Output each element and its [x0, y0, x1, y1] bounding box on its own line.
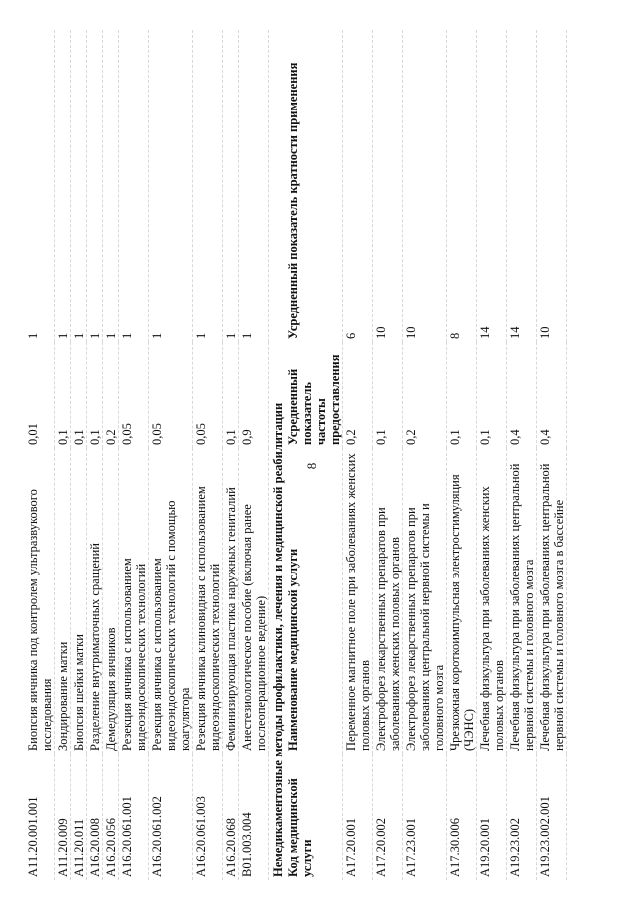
- cell-multiplicity: 10: [403, 30, 447, 342]
- cell-name: Разделение внутриматочных сращений: [87, 448, 103, 754]
- table-row: [87, 30, 103, 880]
- cell-code: A16.20.061.003: [193, 754, 223, 880]
- table-row: [149, 30, 193, 880]
- cell-name: Электрофорез лекарственных препаратов при заболеваниях женских половых органов: [373, 448, 403, 754]
- cell-frequency: 0,1: [477, 342, 507, 448]
- cell-multiplicity: 1: [87, 30, 103, 342]
- cell-code: B01.003.004: [239, 754, 269, 880]
- cell-code: A16.20.056: [103, 754, 119, 880]
- cell-multiplicity: 10: [373, 30, 403, 342]
- table-row: [55, 30, 71, 880]
- cell-name: Резекция яичника с использованием видеоэндоскопических технологий с помощью коагулятора: [149, 448, 193, 754]
- cell-name: Лечебная физкультура при заболеваниях центральной нервной системы и головного мозга: [507, 448, 537, 754]
- cell-frequency: 0,1: [223, 342, 239, 448]
- cell-name: Резекция яичника клиновидная с использованием видеоэндоскопических технологий: [193, 448, 223, 754]
- table-row: [447, 30, 477, 880]
- cell-name: Феминизирующая пластика наружных гениталий: [223, 448, 239, 754]
- cell-name: Резекция яичника с использованием видеоэндоскопических технологий: [119, 448, 149, 754]
- cell-code: A17.20.002: [373, 754, 403, 880]
- table-row: [403, 30, 447, 880]
- cell-frequency: 0,2: [403, 342, 447, 448]
- cell-multiplicity: 1: [119, 30, 149, 342]
- cell-multiplicity: 1: [223, 30, 239, 342]
- table-row: [537, 30, 567, 880]
- cell-code: A16.20.061.001: [119, 754, 149, 880]
- cell-frequency: 0,1: [87, 342, 103, 448]
- cell-frequency: 0,2: [343, 342, 373, 448]
- page-number: 8: [304, 462, 319, 470]
- cell-frequency: 0,05: [119, 342, 149, 448]
- cell-frequency: 0,1: [71, 342, 87, 448]
- services-table-body: [25, 30, 269, 880]
- cell-frequency: 0,9: [239, 342, 269, 448]
- section-title: Немедикаментозные методы профилактики, лечения и медицинской реабилитации: [271, 402, 285, 877]
- cell-code: A19.23.002.001: [537, 754, 567, 880]
- cell-multiplicity: 1: [71, 30, 87, 342]
- cell-name: Демедуляция яичников: [103, 448, 119, 754]
- cell-code: A17.23.001: [403, 754, 447, 880]
- cell-code: A16.20.061.002: [149, 754, 193, 880]
- nonmedical-section: [269, 30, 343, 880]
- cell-name: Чрезкожная короткоимпульсная электростимуляция (ЧЭНС): [447, 448, 477, 754]
- cell-frequency: 0,05: [193, 342, 223, 448]
- cell-multiplicity: 1: [103, 30, 119, 342]
- table-row: [71, 30, 87, 880]
- header-name: Наименование медицинской услуги: [285, 448, 343, 754]
- table-row: [103, 30, 119, 880]
- cell-code: A16.20.068: [223, 754, 239, 880]
- cell-multiplicity: 1: [149, 30, 193, 342]
- cell-frequency: 0,2: [103, 342, 119, 448]
- table-row: [193, 30, 223, 880]
- table-row: [373, 30, 403, 880]
- cell-name: Биопсия шейки матки: [71, 448, 87, 754]
- table-row: [223, 30, 239, 880]
- cell-code: A19.20.001: [477, 754, 507, 880]
- cell-code: A19.23.002: [507, 754, 537, 880]
- cell-frequency: 0,4: [507, 342, 537, 448]
- table-row: [25, 30, 55, 880]
- cell-frequency: 0,1: [373, 342, 403, 448]
- table-row: [507, 30, 537, 880]
- cell-name: Зондирование матки: [55, 448, 71, 754]
- cell-frequency: 0,1: [447, 342, 477, 448]
- cell-name: Лечебная физкультура при заболеваниях центральной нервной системы и головного мозга в бассейне: [537, 448, 567, 754]
- table-header-row: [285, 30, 343, 880]
- cell-code: A17.20.001: [343, 754, 373, 880]
- services-table: [25, 30, 567, 880]
- cell-multiplicity: 10: [537, 30, 567, 342]
- cell-name: Электрофорез лекарственных препаратов при заболеваниях центральной нервной системы и головного мозга: [403, 448, 447, 754]
- header-multiplicity: Усредненный показатель кратности применения: [285, 30, 343, 342]
- table-row: [119, 30, 149, 880]
- cell-name: Переменное магнитное поле при заболеваниях женских половых органов: [343, 448, 373, 754]
- cell-code: A11.20.009: [55, 754, 71, 880]
- header-frequency: Усредненный показатель частоты предоставления: [285, 342, 343, 448]
- cell-multiplicity: 14: [477, 30, 507, 342]
- cell-multiplicity: 1: [239, 30, 269, 342]
- cell-code: A17.30.006: [447, 754, 477, 880]
- table-row: [239, 30, 269, 880]
- cell-frequency: 0,1: [55, 342, 71, 448]
- cell-name: Биопсия яичника под контролем ультразвукового исследования: [25, 448, 55, 754]
- cell-multiplicity: 6: [343, 30, 373, 342]
- cell-multiplicity: 1: [193, 30, 223, 342]
- header-code: Код медицинской услуги: [285, 754, 343, 880]
- cell-name: Лечебная физкультура при заболеваниях женских половых органов: [477, 448, 507, 754]
- cell-multiplicity: 8: [447, 30, 477, 342]
- cell-multiplicity: 1: [55, 30, 71, 342]
- cell-multiplicity: 14: [507, 30, 537, 342]
- cell-frequency: 0,01: [25, 342, 55, 448]
- cell-frequency: 0,05: [149, 342, 193, 448]
- cell-code: A16.20.008: [87, 754, 103, 880]
- cell-name: Анестезиологическое пособие (включая ранее послеоперационное ведение): [239, 448, 269, 754]
- cell-code: A11.20.011: [71, 754, 87, 880]
- table-row: [343, 30, 373, 880]
- rotated-page-content: [25, 30, 615, 880]
- table-row: [477, 30, 507, 880]
- nonmedical-table-body: [343, 30, 567, 880]
- cell-code: A11.20.001.001: [25, 754, 55, 880]
- cell-frequency: 0,4: [537, 342, 567, 448]
- cell-multiplicity: 1: [25, 30, 55, 342]
